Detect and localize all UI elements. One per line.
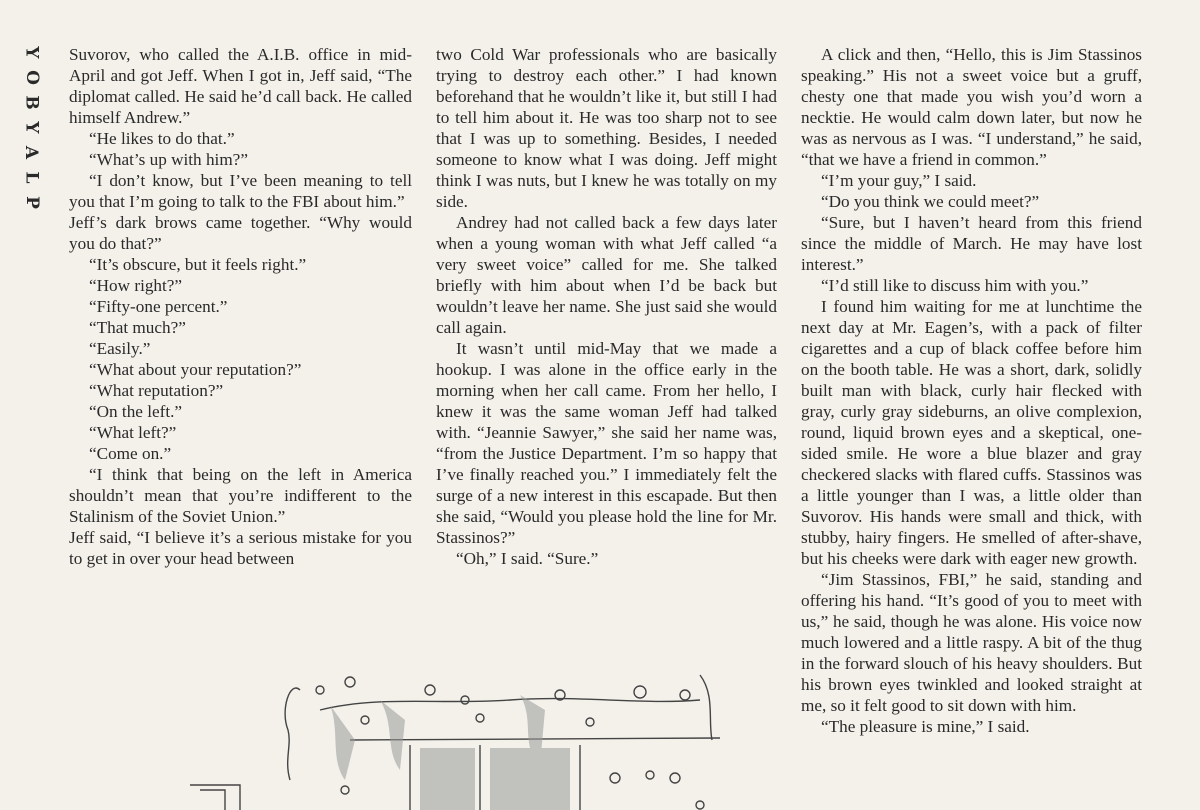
paragraph: Suvorov, who called the A.I.B. office in mid-April and got Jeff. When I got in, Jeff said, “The diplomat called. He said he’d call back. He called himself Andrew.” — [69, 45, 412, 127]
paragraph: “It’s obscure, but it feels right.” — [89, 255, 307, 274]
paragraph: “I’m your guy,” I said. — [821, 171, 977, 190]
paragraph: “Jim Stassinos, FBI,” he said, standing and offering his hand. “It’s good of you to meet with us,” he said, though he was alone. His voice now much lowered and a little raspy. A bit of the thug in the forward slouch of his heavy shoulders. But his brown eyes twinkled and looked straight at me, so it felt good to sit down with him. — [801, 570, 1142, 715]
running-head-letter: Y — [21, 121, 42, 134]
paragraph: It wasn’t until mid-May that we made a hookup. I was alone in the office early in the morning when her call came. From her hello, I knew it was the same woman Jeff had talked with. “Jeannie Sawyer,” she said her name was, “from the Justice Department. I’m so happy that I’ve finally reached you.” I immediately felt the surge of a new interest in this escapade. But then she said, “Would you please hold the line for Mr. Stassinos?” — [436, 339, 777, 547]
paragraph: “How right?” — [89, 276, 183, 295]
paragraph: two Cold War professionals who are basically trying to destroy each other.” I had known beforehand that he wouldn’t like it, but still I had to tell him about it. He was too sharp not to see that I was up to something. Besides, I needed someone to know what I was doing. Jeff might think I was nuts, but I knew he was totally on my side. — [436, 45, 777, 211]
paragraph: “I think that being on the left in America shouldn’t mean that you’re indifferent to the Stalinism of the Soviet Union.” — [69, 465, 412, 526]
paragraph: “I don’t know, but I’ve been meaning to tell you that I’m going to talk to the FBI about him.” — [69, 171, 412, 211]
paragraph: “Sure, but I haven’t heard from this friend since the middle of March. He may have lost interest.” — [801, 213, 1142, 274]
paragraph: “He likes to do that.” — [89, 129, 235, 148]
cartoon-illustration — [180, 650, 740, 810]
running-head-letter: L — [21, 171, 42, 184]
running-head-letter: P — [21, 196, 42, 209]
paragraph: I found him waiting for me at lunchtime the next day at Mr. Eagen’s, with a pack of filter cigarettes and a cup of black coffee before him on the booth table. He was a short, dark, solidly built man with black, curly hair flecked with gray, curly gray sideburns, an olive complexion, round, liquid brown eyes and a skeptical, one-sided smile. He wore a blue blazer and gray checkered slacks with flared cuffs. Stassinos was a little younger than I was, a little older than Suvorov. His hands were small and thick, with stubby, hairy fingers. He smelled of after-shave, but his cheeks were dark with eager new growth. — [801, 297, 1142, 568]
paragraph: “I’d still like to discuss him with you.” — [821, 276, 1089, 295]
paragraph: “Easily.” — [89, 339, 151, 358]
paragraph: Jeff’s dark brows came together. “Why would you do that?” — [69, 213, 412, 253]
paragraph: “What’s up with him?” — [89, 150, 248, 169]
running-head-letter: O — [21, 70, 42, 85]
paragraph: Jeff said, “I believe it’s a serious mistake for you to get in over your head between — [69, 528, 412, 568]
paragraph: A click and then, “Hello, this is Jim Stassinos speaking.” His not a sweet voice but a gruff, chesty one that made you wish you’d worn a necktie. He would calm down later, but now he was as nervous as I was. “I understand,” he said, “that we have a friend in common.” — [801, 45, 1142, 169]
running-head-letter: B — [21, 95, 42, 110]
paragraph: “What reputation?” — [89, 381, 224, 400]
running-head-letter: A — [21, 145, 42, 160]
running-head-playboy — [20, 42, 42, 213]
text-column-1 — [69, 44, 412, 569]
paragraph: “The pleasure is mine,” I said. — [821, 717, 1030, 736]
text-column-3 — [801, 44, 1142, 737]
paragraph: “That much?” — [89, 318, 186, 337]
running-head-letter: Y — [21, 46, 42, 59]
paragraph: “Oh,” I said. “Sure.” — [456, 549, 599, 568]
paragraph: “On the left.” — [89, 402, 183, 421]
paragraph: Andrey had not called back a few days later when a young woman with what Jeff called “a very sweet voice” called for me. She talked briefly with him about when I’d be back but wouldn’t leave her name. She just said she would call again. — [436, 213, 777, 337]
paragraph: “What about your reputation?” — [89, 360, 302, 379]
paragraph: “Do you think we could meet?” — [821, 192, 1040, 211]
paragraph: “Come on.” — [89, 444, 172, 463]
paragraph: “Fifty-one percent.” — [89, 297, 228, 316]
paragraph: “What left?” — [89, 423, 177, 442]
text-column-2 — [436, 44, 777, 569]
